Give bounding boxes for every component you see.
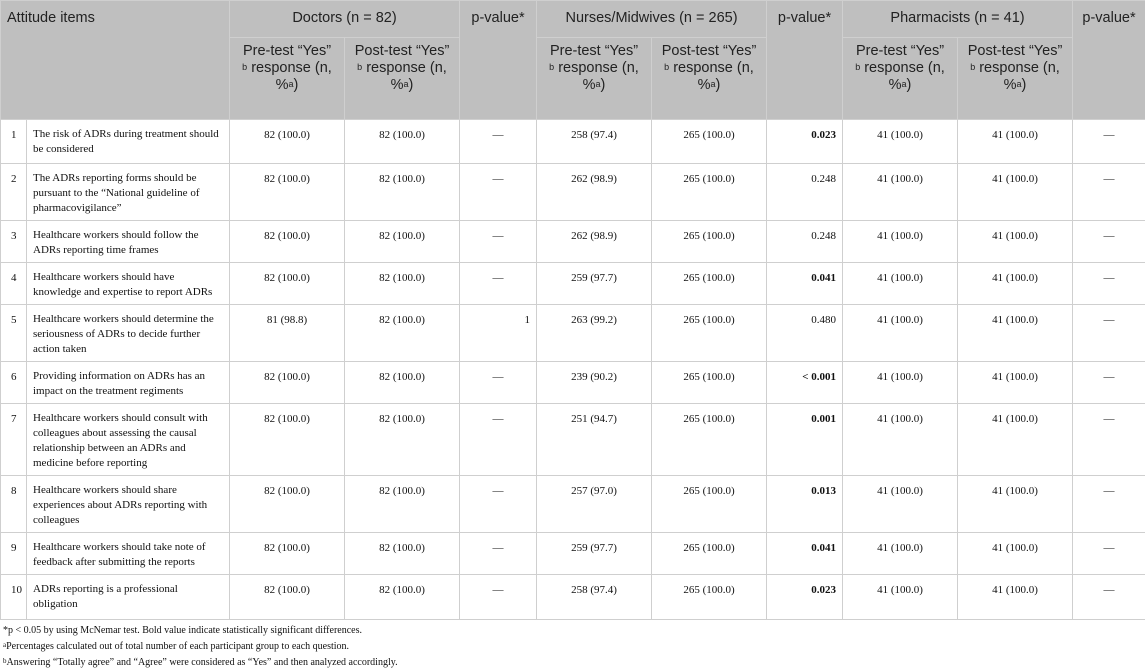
nurses-post-test: 265 (100.0)	[652, 575, 767, 620]
attitude-item: Healthcare workers should have knowledge and expertise to report ADRs	[27, 263, 230, 305]
header-post-test: Post-test “Yes” $^b$ response (n, %$^a$)	[652, 38, 767, 120]
pharmacists-post-test: 41 (100.0)	[958, 533, 1073, 575]
pharmacists-p-value: —	[1073, 164, 1145, 221]
pharmacists-post-test: 41 (100.0)	[958, 305, 1073, 362]
nurses-pre-test: 259 (97.7)	[537, 533, 652, 575]
header-post-test: Post-test “Yes” $^b$ response (n, %$^a$)	[345, 38, 460, 120]
row-number: 7	[1, 404, 27, 476]
nurses-p-value: 0.480	[767, 305, 843, 362]
nurses-post-test: 265 (100.0)	[652, 263, 767, 305]
pharmacists-pre-test: 41 (100.0)	[843, 362, 958, 404]
doctors-p-value: —	[460, 120, 537, 164]
pharmacists-pre-test: 41 (100.0)	[843, 404, 958, 476]
nurses-pre-test: 258 (97.4)	[537, 575, 652, 620]
footnote-b: $^b$Answering “Totally agree” and “Agree” were considered as “Yes” and then analyzed accordingly.	[3, 655, 1145, 671]
pharmacists-post-test: 41 (100.0)	[958, 221, 1073, 263]
doctors-post-test: 82 (100.0)	[345, 164, 460, 221]
header-post-test: Post-test “Yes” $^b$ response (n, %$^a$)	[958, 38, 1073, 120]
pharmacists-post-test: 41 (100.0)	[958, 476, 1073, 533]
attitude-item: Healthcare workers should share experiences about ADRs reporting with colleagues	[27, 476, 230, 533]
doctors-p-value: —	[460, 263, 537, 305]
nurses-p-value: 0.023	[767, 120, 843, 164]
nurses-post-test: 265 (100.0)	[652, 305, 767, 362]
doctors-pre-test: 82 (100.0)	[230, 263, 345, 305]
pharmacists-pre-test: 41 (100.0)	[843, 575, 958, 620]
pharmacists-post-test: 41 (100.0)	[958, 164, 1073, 221]
nurses-pre-test: 239 (90.2)	[537, 362, 652, 404]
pharmacists-pre-test: 41 (100.0)	[843, 305, 958, 362]
nurses-pre-test: 259 (97.7)	[537, 263, 652, 305]
nurses-post-test: 265 (100.0)	[652, 404, 767, 476]
pharmacists-p-value: —	[1073, 263, 1145, 305]
header-pharmacists: Pharmacists (n = 41)	[843, 1, 1073, 38]
table-row	[1, 404, 1145, 476]
table-body	[1, 120, 1145, 620]
nurses-p-value: 0.001	[767, 404, 843, 476]
header-p-value-doctors: p-value*	[460, 1, 537, 120]
doctors-p-value: 1	[460, 305, 537, 362]
nurses-p-value: < 0.001	[767, 362, 843, 404]
doctors-post-test: 82 (100.0)	[345, 221, 460, 263]
pharmacists-post-test: 41 (100.0)	[958, 120, 1073, 164]
doctors-pre-test: 82 (100.0)	[230, 476, 345, 533]
row-number: 8	[1, 476, 27, 533]
nurses-p-value: 0.041	[767, 263, 843, 305]
doctors-pre-test: 81 (98.8)	[230, 305, 345, 362]
table-row	[1, 263, 1145, 305]
nurses-post-test: 265 (100.0)	[652, 221, 767, 263]
attitude-item: Providing information on ADRs has an impact on the treatment regiments	[27, 362, 230, 404]
pharmacists-p-value: —	[1073, 305, 1145, 362]
attitude-item: The risk of ADRs during treatment should be considered	[27, 120, 230, 164]
pharmacists-post-test: 41 (100.0)	[958, 362, 1073, 404]
doctors-post-test: 82 (100.0)	[345, 404, 460, 476]
row-number: 2	[1, 164, 27, 221]
doctors-pre-test: 82 (100.0)	[230, 362, 345, 404]
nurses-pre-test: 262 (98.9)	[537, 221, 652, 263]
table-header	[1, 1, 1145, 120]
doctors-post-test: 82 (100.0)	[345, 575, 460, 620]
doctors-pre-test: 82 (100.0)	[230, 575, 345, 620]
nurses-p-value: 0.041	[767, 533, 843, 575]
attitude-item: Healthcare workers should consult with colleagues about assessing the causal relationship between an ADRs and medicine before reporting	[27, 404, 230, 476]
header-nurses: Nurses/Midwives (n = 265)	[537, 1, 767, 38]
doctors-pre-test: 82 (100.0)	[230, 120, 345, 164]
footnotes	[0, 620, 1145, 671]
table-row	[1, 575, 1145, 620]
doctors-pre-test: 82 (100.0)	[230, 164, 345, 221]
nurses-post-test: 265 (100.0)	[652, 476, 767, 533]
header-p-value-nurses: p-value*	[767, 1, 843, 120]
nurses-pre-test: 257 (97.0)	[537, 476, 652, 533]
nurses-post-test: 265 (100.0)	[652, 533, 767, 575]
pharmacists-post-test: 41 (100.0)	[958, 575, 1073, 620]
table-row	[1, 533, 1145, 575]
nurses-post-test: 265 (100.0)	[652, 164, 767, 221]
doctors-post-test: 82 (100.0)	[345, 533, 460, 575]
row-number: 1	[1, 120, 27, 164]
doctors-post-test: 82 (100.0)	[345, 305, 460, 362]
table-row	[1, 362, 1145, 404]
row-number: 5	[1, 305, 27, 362]
nurses-post-test: 265 (100.0)	[652, 362, 767, 404]
doctors-p-value: —	[460, 164, 537, 221]
nurses-post-test: 265 (100.0)	[652, 120, 767, 164]
pharmacists-post-test: 41 (100.0)	[958, 404, 1073, 476]
nurses-pre-test: 251 (94.7)	[537, 404, 652, 476]
attitude-item: Healthcare workers should follow the ADRs reporting time frames	[27, 221, 230, 263]
table-row	[1, 221, 1145, 263]
pharmacists-p-value: —	[1073, 476, 1145, 533]
doctors-pre-test: 82 (100.0)	[230, 404, 345, 476]
header-p-value-pharmacists: p-value*	[1073, 1, 1145, 120]
doctors-post-test: 82 (100.0)	[345, 362, 460, 404]
header-pre-test: Pre-test “Yes” $^b$ response (n, %$^a$)	[843, 38, 958, 120]
pharmacists-pre-test: 41 (100.0)	[843, 263, 958, 305]
pharmacists-post-test: 41 (100.0)	[958, 263, 1073, 305]
row-number: 3	[1, 221, 27, 263]
doctors-p-value: —	[460, 221, 537, 263]
pharmacists-pre-test: 41 (100.0)	[843, 164, 958, 221]
doctors-post-test: 82 (100.0)	[345, 263, 460, 305]
row-number: 9	[1, 533, 27, 575]
header-attitude-items: Attitude items	[1, 1, 230, 120]
footnote-significance: *p < 0.05 by using McNemar test. Bold value indicate statistically significant differences.	[3, 623, 1145, 639]
pharmacists-p-value: —	[1073, 120, 1145, 164]
header-pre-test: Pre-test “Yes” $^b$ response (n, %$^a$)	[537, 38, 652, 120]
doctors-pre-test: 82 (100.0)	[230, 533, 345, 575]
doctors-post-test: 82 (100.0)	[345, 120, 460, 164]
row-number: 6	[1, 362, 27, 404]
pharmacists-p-value: —	[1073, 575, 1145, 620]
attitude-item: The ADRs reporting forms should be pursuant to the “National guideline of pharmacovigilance”	[27, 164, 230, 221]
nurses-pre-test: 258 (97.4)	[537, 120, 652, 164]
doctors-post-test: 82 (100.0)	[345, 476, 460, 533]
nurses-p-value: 0.023	[767, 575, 843, 620]
table-row	[1, 305, 1145, 362]
footnote-a: $^a$Percentages calculated out of total number of each participant group to each question.	[3, 639, 1145, 655]
pharmacists-pre-test: 41 (100.0)	[843, 476, 958, 533]
nurses-p-value: 0.013	[767, 476, 843, 533]
attitude-item: Healthcare workers should determine the seriousness of ADRs to decide further action taken	[27, 305, 230, 362]
doctors-p-value: —	[460, 575, 537, 620]
pharmacists-pre-test: 41 (100.0)	[843, 120, 958, 164]
pharmacists-p-value: —	[1073, 362, 1145, 404]
doctors-p-value: —	[460, 362, 537, 404]
header-pre-test: Pre-test “Yes” $^b$ response (n, %$^a$)	[230, 38, 345, 120]
nurses-pre-test: 262 (98.9)	[537, 164, 652, 221]
pharmacists-p-value: —	[1073, 404, 1145, 476]
doctors-p-value: —	[460, 533, 537, 575]
nurses-p-value: 0.248	[767, 164, 843, 221]
row-number: 4	[1, 263, 27, 305]
header-doctors: Doctors (n = 82)	[230, 1, 460, 38]
table-row	[1, 120, 1145, 164]
attitude-item: ADRs reporting is a professional obligation	[27, 575, 230, 620]
table-row	[1, 164, 1145, 221]
doctors-p-value: —	[460, 404, 537, 476]
nurses-p-value: 0.248	[767, 221, 843, 263]
nurses-pre-test: 263 (99.2)	[537, 305, 652, 362]
pharmacists-pre-test: 41 (100.0)	[843, 221, 958, 263]
doctors-p-value: —	[460, 476, 537, 533]
pharmacists-p-value: —	[1073, 533, 1145, 575]
attitude-item: Healthcare workers should take note of feedback after submitting the reports	[27, 533, 230, 575]
pharmacists-p-value: —	[1073, 221, 1145, 263]
table-row	[1, 476, 1145, 533]
row-number: 10	[1, 575, 27, 620]
pharmacists-pre-test: 41 (100.0)	[843, 533, 958, 575]
doctors-pre-test: 82 (100.0)	[230, 221, 345, 263]
